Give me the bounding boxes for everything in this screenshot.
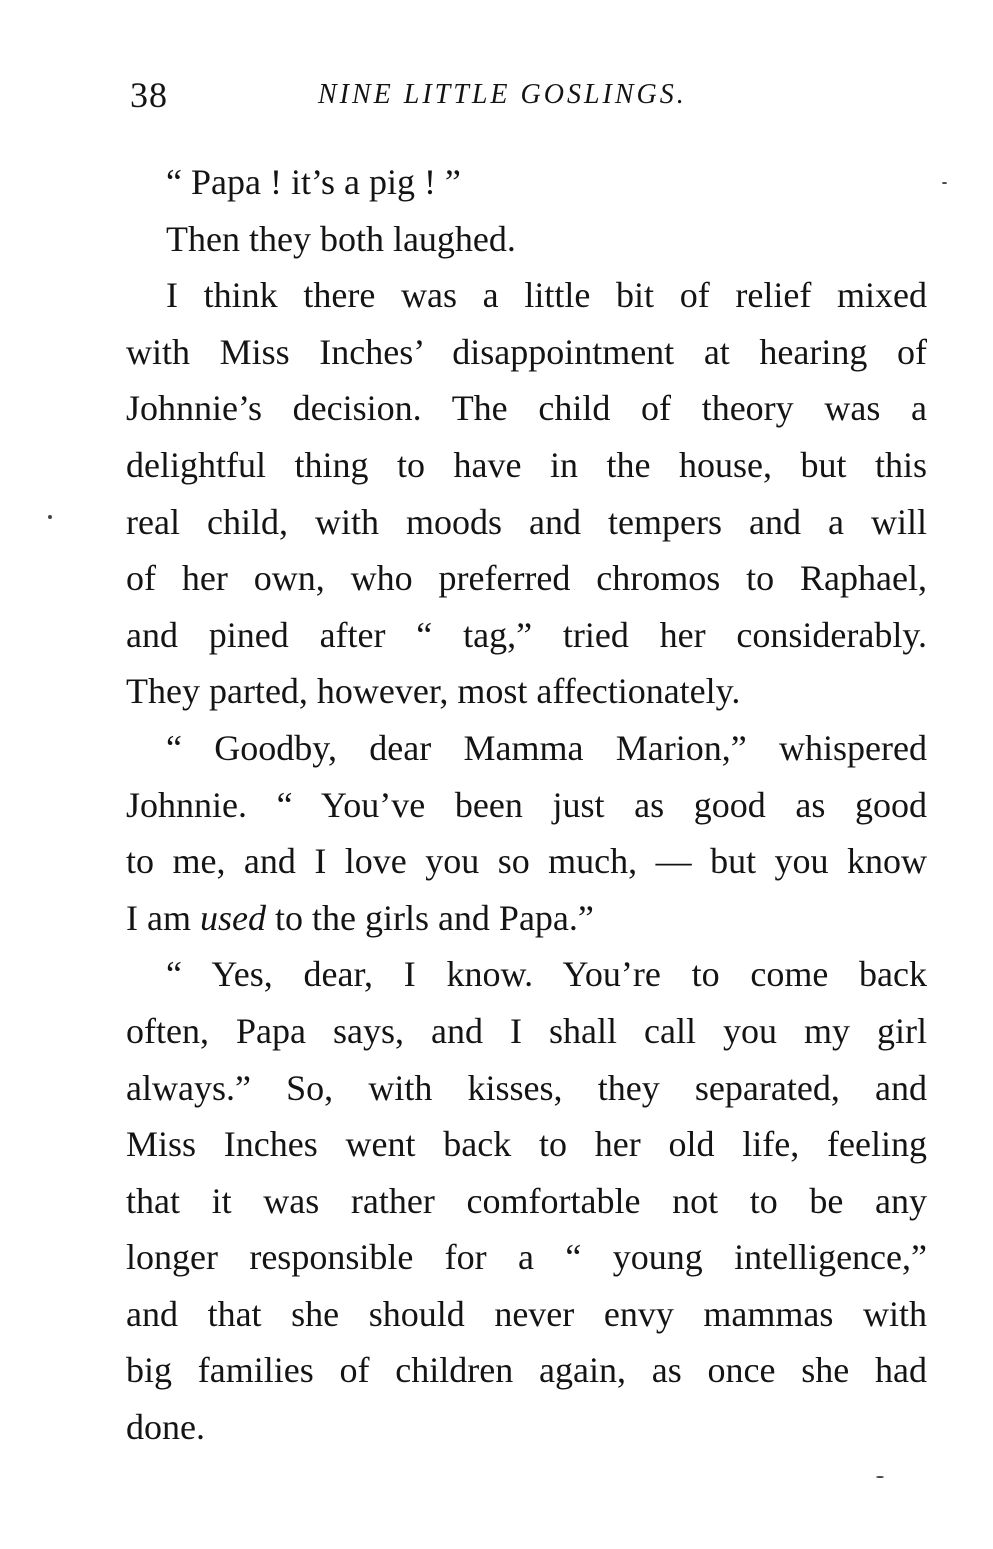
scan-speck — [48, 515, 52, 519]
line-part-before: I am — [126, 897, 200, 938]
text-line: and pined after “ tag,” tried her considerably. — [126, 614, 927, 655]
running-header — [130, 72, 930, 118]
text-line: Johnnie’s decision. The child of theory was a — [126, 388, 927, 429]
text-line: done. — [126, 1407, 205, 1448]
line-part-after: to the girls and Papa.” — [265, 897, 594, 938]
text-line: Then they both laughed. — [166, 218, 516, 259]
running-title: NINE LITTLE GOSLINGS. — [318, 79, 687, 110]
text-line: and that she should never envy mammas with — [126, 1293, 927, 1334]
text-line: real child, with moods and tempers and a will — [126, 501, 927, 542]
text-line: longer responsible for a “ young intelligence,” — [126, 1237, 927, 1278]
italic-word: used — [199, 897, 266, 938]
text-line: with Miss Inches’ disappointment at hearing of — [126, 331, 927, 372]
body-text — [126, 154, 927, 1456]
text-line: big families of children again, as once she had — [126, 1350, 927, 1391]
scan-speck — [876, 1476, 884, 1478]
text-line: to me, and I love you so much, — but you know — [126, 841, 927, 882]
scan-speck — [942, 182, 947, 184]
text-line: Johnnie. “ You’ve been just as good as good — [126, 784, 927, 825]
text-line: Miss Inches went back to her old life, feeling — [126, 1124, 927, 1165]
text-line: I think there was a little bit of relief mixed — [166, 275, 927, 316]
text-line-with-italic — [126, 890, 927, 947]
text-line: that it was rather comfortable not to be any — [126, 1180, 927, 1221]
text-line: often, Papa says, and I shall call you my girl — [126, 1010, 927, 1051]
text-line: delightful thing to have in the house, but this — [126, 444, 927, 485]
text-line: of her own, who preferred chromos to Raphael, — [126, 558, 927, 599]
text-line: “ Yes, dear, I know. You’re to come back — [166, 954, 927, 995]
text-line: “ Goodby, dear Mamma Marion,” whispered — [166, 727, 927, 768]
text-line: They parted, however, most affectionately. — [126, 671, 741, 712]
page-number: 38 — [130, 75, 168, 115]
text-line: always.” So, with kisses, they separated, and — [126, 1067, 927, 1108]
text-line: “ Papa ! it’s a pig ! ” — [166, 162, 461, 202]
